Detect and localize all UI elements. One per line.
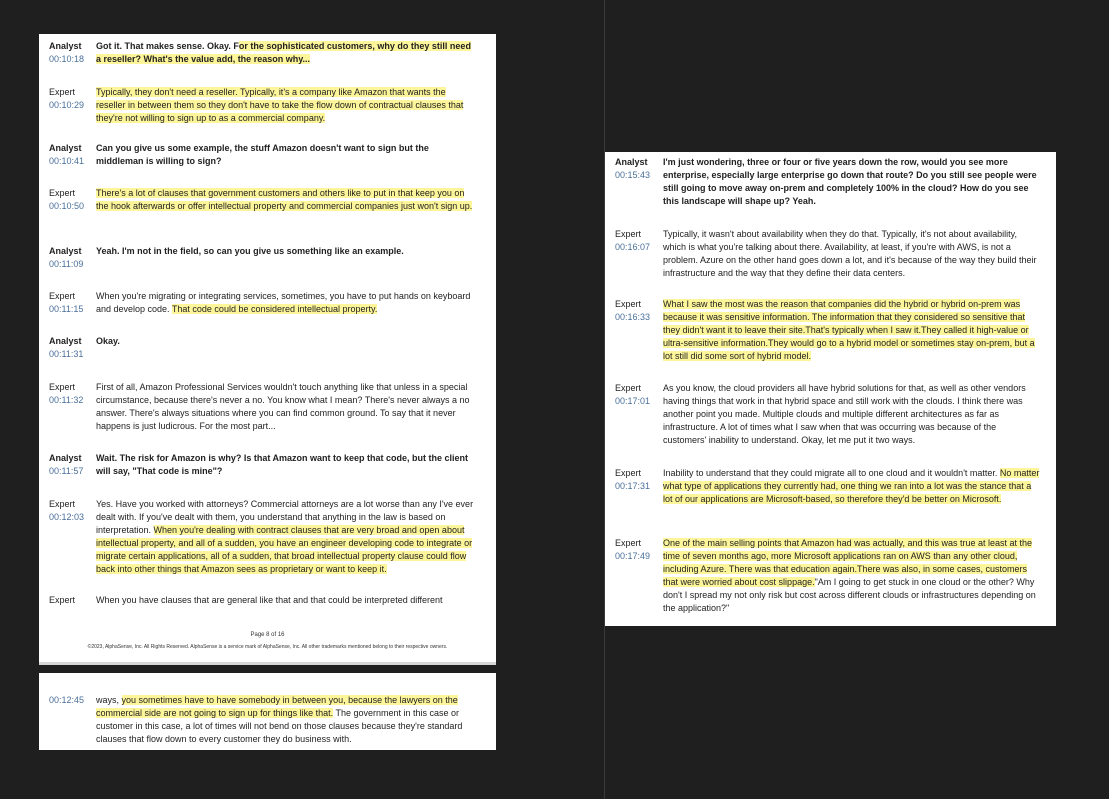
text-plain: Inability to understand that they could migrate all to one cloud and it wouldn't matter. bbox=[663, 468, 1000, 478]
text-plain: Typically, it wasn't about availability when they do that. Typically, it's not about availability, which is what you're talking about there. Availability, at least, if you're with AWS, is not a problem. Azure on the other hand goes down a lot, and it's because of the way they build their infrastructure and the way that they define their data centers. bbox=[663, 229, 1037, 278]
speaker-block bbox=[49, 381, 101, 407]
entry-text bbox=[663, 228, 1041, 280]
timestamp: 00:11:15 bbox=[49, 304, 84, 314]
entry-text bbox=[96, 335, 474, 348]
entry-text bbox=[96, 86, 474, 125]
document-page-right bbox=[605, 152, 1056, 626]
speaker-role: Expert bbox=[615, 468, 642, 478]
speaker-role: Expert bbox=[49, 188, 76, 198]
timestamp: 00:11:31 bbox=[49, 349, 84, 359]
speaker-role: Analyst bbox=[49, 246, 82, 256]
speaker-role: Analyst bbox=[49, 336, 82, 346]
timestamp: 00:10:18 bbox=[49, 54, 85, 64]
speaker-role: Expert bbox=[49, 382, 76, 392]
page-edge bbox=[39, 662, 496, 665]
speaker-role: Analyst bbox=[615, 157, 648, 167]
text-plain: The government in this case or customer in this case, a lot of times will not bend on those clauses because they're standard clauses that flow down to every customer they do business with. bbox=[96, 708, 463, 744]
timestamp: 00:12:45 bbox=[49, 695, 85, 705]
timestamp: 00:15:43 bbox=[615, 170, 651, 180]
speaker-block bbox=[615, 298, 667, 324]
speaker-role: Expert bbox=[615, 538, 642, 548]
speaker-block bbox=[615, 156, 667, 182]
speaker-block bbox=[49, 694, 101, 707]
text-plain: Can you give us some example, the stuff Amazon doesn't want to sign but the middleman is willing to sign? bbox=[96, 143, 429, 166]
text-plain: Yes. Have you worked with attorneys? Commercial attorneys are a lot worse than any I've ever dealt with. If you've dealt with them, you understand that anything in the law is based on interpretation. bbox=[96, 499, 474, 535]
timestamp: 00:12:03 bbox=[49, 512, 85, 522]
text-highlight: you sometimes have to have somebody in between you, because the lawyers on the commercial side are not going to sign up for things like that. bbox=[96, 695, 458, 718]
document-page-9-top bbox=[39, 673, 496, 750]
text-highlight: or the sophisticated customers, why do they still need a reseller? What's the value add, the reason why... bbox=[96, 41, 471, 64]
timestamp: 00:17:01 bbox=[615, 396, 651, 406]
speaker-role: Expert bbox=[615, 229, 642, 239]
speaker-block bbox=[49, 245, 101, 271]
entry-text bbox=[96, 594, 474, 607]
speaker-block bbox=[49, 498, 101, 524]
text-plain: Got it. That makes sense. Okay. F bbox=[96, 41, 239, 51]
entry-text bbox=[663, 537, 1041, 615]
entry-text bbox=[96, 498, 474, 576]
entry-text bbox=[663, 298, 1041, 363]
entry-text bbox=[96, 452, 474, 478]
timestamp: 00:17:49 bbox=[615, 551, 651, 561]
timestamp: 00:16:33 bbox=[615, 312, 651, 322]
timestamp: 00:10:29 bbox=[49, 100, 85, 110]
text-plain: "Am I going to get stuck in one cloud or the other? Why don't I spread my not only risk but cost across different clouds or infrastructures depending on the application?" bbox=[663, 577, 1036, 613]
speaker-role: Expert bbox=[49, 595, 76, 605]
text-plain: As you know, the cloud providers all have hybrid solutions for that, as well as other vendors having things that work in that hybrid space and still work with the clouds. I think there was another point you made. Multiple clouds and multiple different architectures as far as infrastructure. A lot of times what I saw when that was occurring was because of the customers' inability to understand. Okay, let me put it two ways. bbox=[663, 383, 1026, 445]
speaker-block bbox=[49, 40, 101, 66]
speaker-block bbox=[49, 86, 101, 112]
speaker-block bbox=[49, 594, 101, 607]
text-highlight: That code could be considered intellectual property. bbox=[171, 304, 378, 314]
speaker-role: Expert bbox=[49, 87, 76, 97]
speaker-block bbox=[49, 335, 101, 361]
speaker-block bbox=[49, 142, 101, 168]
text-highlight: What I saw the most was the reason that companies did the hybrid or hybrid on-prem was because it was sensitive information. The information that they considered so sensitive that they didn't want it to leave their site.That's typically when I saw it.They called it high-value or ultra-sensitive information.They would go to a hybrid model or sometimes stay on-prem, but a lot still did some sort of hybrid model. bbox=[663, 299, 1035, 361]
speaker-block bbox=[49, 290, 101, 316]
speaker-block bbox=[615, 537, 667, 563]
text-plain: I'm just wondering, three or four or five years down the row, would you see more enterprise, especially large enterprise go down that route? Do you still see people were still going to move away on-prem and completely 100% in the cloud? How do you see this landscape will shape up? Yeah. bbox=[663, 157, 1037, 206]
text-plain: Wait. The risk for Amazon is why? Is that Amazon want to keep that code, but the client will say, "That code is mine"? bbox=[96, 453, 469, 476]
entry-text bbox=[96, 142, 474, 168]
speaker-role: Expert bbox=[49, 291, 76, 301]
timestamp: 00:11:57 bbox=[49, 466, 84, 476]
speaker-block bbox=[615, 467, 667, 493]
text-highlight: Typically, they don't need a reseller. Typically, it's a company like Amazon that wants the reseller in between them so they don't have to take the flow down of contractual clauses that they're not willing to sign up to as a commercial company. bbox=[96, 87, 464, 123]
text-plain: ways, bbox=[96, 695, 122, 705]
timestamp: 00:17:31 bbox=[615, 481, 651, 491]
entry-text bbox=[96, 187, 474, 213]
timestamp: 00:10:41 bbox=[49, 156, 85, 166]
text-plain: When you have clauses that are general like that and that could be interpreted different bbox=[96, 595, 443, 605]
entry-text bbox=[663, 156, 1041, 208]
speaker-role: Expert bbox=[615, 299, 642, 309]
speaker-block bbox=[615, 382, 667, 408]
document-page-8 bbox=[39, 34, 496, 665]
entry-text bbox=[96, 245, 474, 258]
text-plain: Okay. bbox=[96, 336, 120, 346]
timestamp: 00:10:50 bbox=[49, 201, 85, 211]
speaker-block bbox=[615, 228, 667, 254]
text-highlight: No matter what type of applications they currently had, one thing we ran into a lot was the stance that a lot of our applications are Microsoft-based, so therefore they'd be better on Microsoft. bbox=[663, 468, 1040, 504]
text-plain: First of all, Amazon Professional Services wouldn't touch anything like that unless in a special circumstance, because there's never a no. You know what I mean? There's never always a no answer. There's always situations where you can find common ground. To say that it never happens is just ludicrous. For the most part... bbox=[96, 382, 470, 431]
entry-text bbox=[96, 40, 474, 66]
timestamp: 00:11:32 bbox=[49, 395, 84, 405]
text-plain: When you're migrating or integrating services, sometimes, you have to put hands on keyboard and develop code. bbox=[96, 291, 471, 314]
timestamp: 00:11:09 bbox=[49, 259, 84, 269]
speaker-block bbox=[49, 452, 101, 478]
speaker-block bbox=[49, 187, 101, 213]
page-number: Page 8 of 16 bbox=[250, 632, 285, 638]
speaker-role: Expert bbox=[615, 383, 642, 393]
speaker-role: Analyst bbox=[49, 41, 82, 51]
entry-text bbox=[96, 290, 474, 316]
speaker-role: Analyst bbox=[49, 143, 82, 153]
speaker-role: Analyst bbox=[49, 453, 82, 463]
entry-text bbox=[96, 694, 476, 746]
text-highlight: One of the main selling points that Amazon had was actually, and this was true at least at the time of seven months ago, more Microsoft applications ran on AWS than any other cloud, including Azure. There was that education again.There was also, in some cases, customers that were worried about cost slippage. bbox=[663, 538, 1033, 587]
speaker-role: Expert bbox=[49, 499, 76, 509]
text-highlight: When you're dealing with contract clauses that are very broad and open about intellectual property, and all of a sudden, you have an engineer developing code to integrate or migrate certain applications, all of a sudden, that broad intellectual property clause could flow back into other things that Amazon sees as proprietary or want to keep it. bbox=[96, 525, 473, 574]
text-highlight: There's a lot of clauses that government customers and others like to put in that keep you on the hook afterwards or offer intellectual property and commercial companies just won't sign up. bbox=[96, 188, 473, 211]
entry-text bbox=[96, 381, 474, 433]
entry-text bbox=[663, 382, 1041, 447]
timestamp: 00:16:07 bbox=[615, 242, 651, 252]
text-plain: Yeah. I'm not in the field, so can you give us something like an example. bbox=[96, 246, 404, 256]
entry-text bbox=[663, 467, 1041, 506]
copyright-footer: ©2023, AlphaSense, Inc. All Rights Reserved. AlphaSense is a service mark of AlphaSense, Inc. All other trademarks mentioned belong to their respective owners. bbox=[87, 644, 448, 650]
